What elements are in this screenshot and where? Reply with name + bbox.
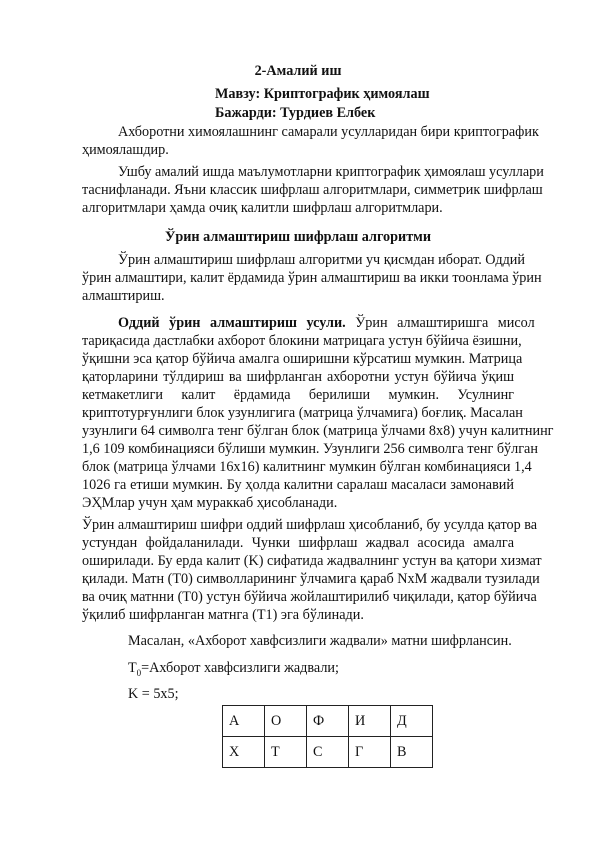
paragraph-line: криптотурғунлиги блок узунлигига (матрица ўлчамига) боғлиқ. Масалан [82, 405, 523, 421]
t0-line [128, 659, 514, 682]
paragraph-line: 1,6 109 комбинацияси бўлиши мумкин. Узунлиги 256 символга тенг бўлган [82, 441, 538, 457]
paragraph-line: қилади. Матн (T0) символларининг ўлчамига қараб NxM жадвали тузилади [82, 571, 540, 587]
table-cell: О [265, 706, 307, 737]
table-cell: Д [391, 706, 433, 737]
paragraph-line: кетмакетлиги калит ёрдамида берилиши мумкин. Усулнинг [82, 387, 514, 403]
key-line: K = 5x5; [128, 686, 179, 702]
paragraph-line: ўрин алмаштири, калит ёрдамида ўрин алмаштириш ва икки тоонлама ўрин [82, 270, 542, 286]
paragraph-line: Ўрин алмаштириш шифрлаш алгоритми уч қисмдан иборат. Оддий [118, 252, 525, 268]
paragraph-line: қаторларини тўлдириш ва шифрланган ахборотни устун бўйича ўқиш [82, 369, 514, 385]
document-title: 2-Амалий иш [254, 63, 342, 79]
paragraph-line: ўқишни эса қатор бўйича амалга оширишни кўрсатиш мумкин. Матрица [82, 351, 523, 367]
t0-text: =Ахборот хавфсизлиги жадвали; [141, 660, 339, 676]
paragraph-line: тариқасида дастлабки ахборот блокини матрицага устун бўйича ёзишни, [82, 333, 522, 349]
table-row [223, 737, 433, 768]
section-heading: Ўрин алмаштириш шифрлаш алгоритми [164, 229, 432, 245]
example-line: Масалан, «Ахборот хавфсизлиги жадвали» матни шифрлансин. [128, 633, 512, 649]
intro-line: ҳимоялашдир. [82, 142, 169, 158]
simple-method-title: Оддий ўрин алмаштириш усули. [118, 315, 346, 331]
table-cell: А [223, 706, 265, 737]
table-cell: С [307, 737, 349, 768]
topic-line: Мавзу: Криптографик ҳимоялаш [215, 86, 430, 102]
paragraph-line: узунлиги 64 символга тенг бўлган блок (матрица ўлчами 8х8) учун калитнинг [82, 423, 554, 439]
table-row [223, 706, 433, 737]
t0-subscript: 0 [136, 667, 142, 678]
table-cell: Х [223, 737, 265, 768]
intro-line: таснифланади. Яъни классик шифрлаш алгоритмлари, симметрик шифрлаш [82, 182, 543, 198]
t0-symbol: T [128, 660, 137, 676]
performer-line: Бажарди: Турдиев Елбек [215, 105, 376, 121]
cipher-table [222, 705, 433, 768]
table-cell: В [391, 737, 433, 768]
intro-line: алгоритмлари ҳамда очиқ калитли шифрлаш алгоритмлари. [82, 200, 443, 216]
paragraph-line: 1026 га етиши мумкин. Бу ҳолда калитни саралаш масаласи замонавий [82, 477, 514, 493]
simple-method-text: Ўрин алмаштиришга мисол [345, 315, 535, 331]
paragraph-line: оширилади. Бу ерда калит (K) сифатида жадвалнинг устун ва қатори хизмат [82, 553, 542, 569]
simple-method-line [118, 314, 535, 332]
intro-line: Ахборотни химоялашнинг самарали усулларидан бири криптографик [118, 124, 539, 140]
paragraph-line: ва очиқ матнни (T0) устун бўйича жойлаштирилиб чиқилади, қатор бўйича [82, 589, 537, 605]
table-cell: Т [265, 737, 307, 768]
table-cell: Г [349, 737, 391, 768]
paragraph-line: блок (матрица ўлчами 16х16) калитнинг мумкин бўлган комбинацияси 1,4 [82, 459, 532, 475]
paragraph-line: ўқилиб шифрланган матнга (T1) эга бўлинади. [82, 607, 364, 623]
paragraph-line: Ўрин алмаштириш шифри оддий шифрлаш ҳисобланиб, бу усулда қатор ва [82, 517, 538, 533]
paragraph-line: алмаштириш. [82, 288, 165, 304]
intro-line: Ушбу амалий ишда маълумотларни криптографик ҳимоялаш усуллари [118, 164, 544, 180]
table-cell: И [349, 706, 391, 737]
paragraph-line: устундан фойдаланилади. Чунки шифрлаш жадвал асосида амалга [82, 535, 514, 551]
paragraph-line: ЭҲМлар учун ҳам мураккаб ҳисобланади. [82, 495, 338, 511]
table-cell: Ф [307, 706, 349, 737]
